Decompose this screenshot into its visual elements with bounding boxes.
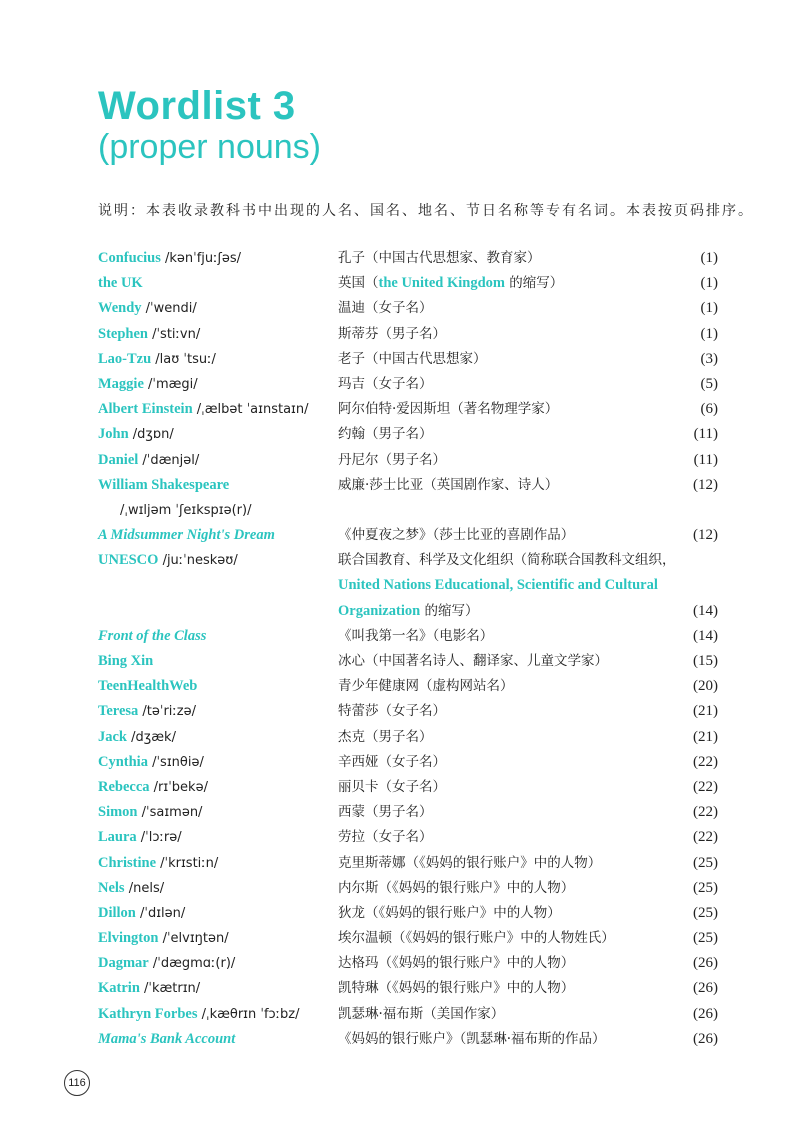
- entry-translation: 约翰（男子名）: [338, 426, 433, 443]
- entry-chinese: [338, 976, 574, 1001]
- entry-page-ref: (20): [693, 678, 718, 695]
- entry-page-ref: (1): [700, 275, 718, 292]
- entry-chinese: [338, 901, 561, 926]
- entry-chinese: [338, 347, 487, 372]
- entry-translation: 丹尼尔（男子名）: [338, 451, 446, 468]
- entry-english: [98, 649, 153, 674]
- entry-translation: 《仲夏夜之梦》（莎士比亚的喜剧作品）: [338, 527, 575, 544]
- entry-translation: 温迪（女子名）: [338, 300, 433, 317]
- wordlist-row: [98, 624, 718, 649]
- wordlist-row: [98, 523, 718, 548]
- entry-translation-english: United Nations Educational, Scientific and Cultural: [338, 577, 658, 594]
- wordlist-row: [98, 422, 718, 447]
- entry-page-ref: (11): [693, 426, 718, 443]
- entry-page-ref: (6): [700, 401, 718, 418]
- entry-english: [98, 1027, 235, 1052]
- wordlist-row: [98, 674, 718, 699]
- entry-chinese: [338, 397, 558, 422]
- entry-phonetic: /juːˈneskəʊ/: [158, 553, 238, 569]
- entry-chinese: [338, 448, 446, 473]
- entry-chinese: [338, 573, 658, 598]
- entry-translation: 内尔斯（《妈妈的银行账户》中的人物）: [338, 879, 575, 896]
- wordlist-row: [98, 699, 718, 724]
- entry-translation: 狄龙（《妈妈的银行账户》中的人物）: [338, 904, 561, 921]
- entry-english: [98, 347, 216, 372]
- entry-term: Daniel: [98, 451, 139, 468]
- entry-translation-english: the United Kingdom: [378, 275, 505, 292]
- entry-page-ref: (25): [693, 879, 718, 896]
- entry-phonetic: /ˌwɪljəm ˈʃeɪkspɪə(r)/: [120, 502, 252, 518]
- entry-chinese: [338, 322, 446, 347]
- entry-phonetic: /ˌkæθrɪn ˈfɔːbz/: [197, 1006, 300, 1022]
- entry-chinese: [338, 699, 446, 724]
- entry-chinese: [338, 800, 433, 825]
- entry-term: Laura: [98, 829, 137, 846]
- entry-translation: 凯瑟琳·福布斯（美国作家）: [338, 1005, 505, 1022]
- entry-chinese: [338, 296, 433, 321]
- entry-term: Dagmar: [98, 955, 149, 972]
- wordlist-row: [98, 901, 718, 926]
- entry-english: [98, 750, 204, 775]
- wordlist-row: [98, 322, 718, 347]
- wordlist-table: [98, 246, 718, 1052]
- wordlist-row: [98, 649, 718, 674]
- entry-page-ref: (26): [693, 955, 718, 972]
- entry-page-ref: (14): [693, 627, 718, 644]
- entry-page-ref: (22): [693, 778, 718, 795]
- entry-english: [98, 876, 164, 901]
- entry-english: [98, 926, 229, 951]
- entry-english: [98, 1002, 300, 1027]
- wordlist-row: [98, 725, 718, 750]
- entry-term: William Shakespeare: [98, 476, 230, 493]
- entry-term: UNESCO: [98, 552, 159, 569]
- entry-phonetic: /rɪˈbekə/: [149, 779, 208, 795]
- entry-translation: 西蒙（男子名）: [338, 804, 433, 821]
- wordlist-row: [98, 548, 718, 573]
- entry-phonetic: /kənˈfjuːʃəs/: [160, 251, 242, 266]
- entry-translation: 老子（中国古代思想家）: [338, 350, 487, 367]
- entry-english: [98, 800, 202, 825]
- entry-translation: 的缩写）: [420, 602, 479, 619]
- entry-term: Kathryn Forbes: [98, 1005, 198, 1022]
- entry-term: Rebecca: [98, 778, 150, 795]
- wordlist-row: [98, 1002, 718, 1027]
- entry-page-ref: (21): [693, 703, 718, 720]
- wordlist-row: [98, 750, 718, 775]
- entry-chinese: [338, 246, 541, 271]
- entry-chinese: [338, 750, 446, 775]
- entry-phonetic: /ˈkætrɪn/: [139, 981, 201, 997]
- entry-term: Mama's Bank Account: [98, 1030, 236, 1047]
- page-number: 116: [64, 1070, 90, 1096]
- entry-phonetic: /ˈlɔːrə/: [136, 830, 182, 846]
- entry-term: Elvington: [98, 930, 159, 947]
- entry-phonetic: /ˈmægi/: [143, 376, 198, 392]
- entry-page-ref: (21): [693, 728, 718, 745]
- entry-translation: 玛吉（女子名）: [338, 375, 433, 392]
- entry-translation: 杰克（男子名）: [338, 728, 433, 745]
- entry-page-ref: (26): [693, 1005, 718, 1022]
- page-subtitle: (proper nouns): [98, 128, 322, 166]
- entry-term: John: [98, 426, 129, 443]
- entry-phonetic: /ˈstiːvn/: [147, 326, 201, 342]
- entry-term: Front of the Class: [98, 627, 207, 644]
- entry-page-ref: (12): [693, 527, 718, 544]
- entry-page-ref: (5): [700, 375, 718, 392]
- entry-english: [98, 775, 208, 800]
- entry-translation: 威廉·莎士比亚（英国剧作家、诗人）: [338, 476, 559, 493]
- entry-english: [98, 523, 275, 548]
- entry-page-ref: (25): [693, 904, 718, 921]
- entry-chinese: [338, 649, 608, 674]
- entry-page-ref: (3): [700, 350, 718, 367]
- wordlist-row: [98, 347, 718, 372]
- intro-note: 说明：本表收录教科书中出现的人名、国名、地名、节日名称等专有名词。本表按页码排序。: [98, 203, 754, 219]
- entry-translation: 《叫我第一名》（电影名）: [338, 627, 494, 644]
- entry-phonetic: /dʒɒn/: [128, 427, 174, 443]
- entry-english: [98, 976, 200, 1001]
- entry-page-ref: (26): [693, 1030, 718, 1047]
- entry-english: [98, 397, 309, 422]
- entry-term: Christine: [98, 854, 156, 871]
- entry-page-ref: (25): [693, 930, 718, 947]
- entry-chinese: [338, 775, 446, 800]
- entry-page-ref: (1): [700, 300, 718, 317]
- entry-term: the UK: [98, 275, 143, 292]
- entry-page-ref: (25): [693, 854, 718, 871]
- entry-term: A Midsummer Night's Dream: [98, 527, 275, 544]
- entry-english: [98, 372, 198, 397]
- entry-english: [98, 825, 182, 850]
- entry-chinese: [338, 473, 558, 498]
- entry-phonetic: /ˈkrɪstiːn/: [156, 855, 219, 871]
- wordlist-row: [98, 498, 718, 523]
- entry-term: Maggie: [98, 375, 144, 392]
- entry-english: [98, 699, 196, 724]
- entry-chinese: [338, 1027, 606, 1052]
- wordlist-row: [98, 775, 718, 800]
- wordlist-row: [98, 372, 718, 397]
- entry-translation: 阿尔伯特·爱因斯坦（著名物理学家）: [338, 401, 559, 418]
- wordlist-row: [98, 800, 718, 825]
- entry-english: [120, 498, 251, 523]
- entry-translation: 斯蒂芬（男子名）: [338, 325, 446, 342]
- entry-phonetic: /ˈdægmɑː(r)/: [148, 956, 236, 972]
- entry-page-ref: (1): [700, 250, 718, 266]
- entry-phonetic: /dʒæk/: [127, 729, 176, 745]
- wordlist-row: [98, 926, 718, 951]
- entry-term: Nels: [98, 879, 125, 896]
- entry-phonetic: /təˈriːzə/: [138, 704, 197, 720]
- entry-chinese: [338, 926, 615, 951]
- entry-phonetic: /ˈwendi/: [141, 301, 197, 317]
- entry-phonetic: /laʊ ˈtsuː/: [151, 351, 216, 367]
- entry-term: Bing Xin: [98, 653, 154, 669]
- entry-page-ref: (22): [693, 753, 718, 770]
- entry-page-ref: (12): [693, 476, 718, 493]
- entry-english: [98, 851, 218, 876]
- wordlist-row: [98, 296, 718, 321]
- entry-phonetic: /nels/: [124, 880, 165, 896]
- wordlist-row: [98, 573, 718, 598]
- entry-phonetic: /ˈdɪlən/: [135, 905, 186, 921]
- entry-translation: 青少年健康网（虚构网站名）: [338, 678, 514, 695]
- entry-page-ref: (15): [693, 653, 718, 669]
- entry-phonetic: /ˈsɪnθiə/: [147, 754, 204, 770]
- wordlist-row: [98, 1027, 718, 1052]
- entry-english: [98, 901, 185, 926]
- entry-translation: 特蕾莎（女子名）: [338, 703, 446, 720]
- entry-translation: 克里斯蒂娜（《妈妈的银行账户》中的人物）: [338, 854, 602, 871]
- entry-term: Albert Einstein: [98, 401, 193, 418]
- entry-chinese: [338, 1002, 504, 1027]
- entry-english: [98, 473, 229, 498]
- entry-page-ref: (11): [693, 451, 718, 468]
- wordlist-row: [98, 851, 718, 876]
- entry-translation: 辛西娅（女子名）: [338, 753, 446, 770]
- entry-english: [98, 246, 241, 271]
- entry-translation: 联合国教育、科学及文化组织（简称联合国教科文组织，: [338, 552, 676, 569]
- entry-term: Stephen: [98, 325, 148, 342]
- wordlist-row: [98, 397, 718, 422]
- entry-term: Dillon: [98, 904, 136, 921]
- entry-phonetic: /ˈsaɪmən/: [137, 805, 203, 821]
- entry-english: [98, 548, 238, 573]
- wordlist-row: [98, 876, 718, 901]
- wordlist-row: [98, 825, 718, 850]
- entry-phonetic: /ˈdænjəl/: [138, 452, 200, 468]
- entry-term: Katrin: [98, 980, 140, 997]
- entry-page-ref: (26): [693, 980, 718, 997]
- entry-translation: 冰心（中国著名诗人、翻译家、儿童文学家）: [338, 653, 608, 669]
- entry-chinese: [338, 523, 574, 548]
- entry-term: Lao-Tzu: [98, 350, 152, 367]
- entry-chinese: [338, 422, 433, 447]
- wordlist-row: [98, 951, 718, 976]
- entry-translation: 孔子（中国古代思想家、教育家）: [338, 250, 541, 266]
- entry-chinese: [338, 624, 493, 649]
- entry-chinese: [338, 876, 574, 901]
- entry-translation: 达格玛（《妈妈的银行账户》中的人物）: [338, 955, 575, 972]
- entry-english: [98, 725, 176, 750]
- entry-translation: 凯特琳（《妈妈的银行账户》中的人物）: [338, 980, 575, 997]
- entry-translation: 的缩写）: [505, 275, 564, 292]
- entry-chinese: [338, 951, 574, 976]
- entry-english: [98, 448, 199, 473]
- entry-translation: 劳拉（女子名）: [338, 829, 433, 846]
- wordlist-row: [98, 599, 718, 624]
- entry-translation-english: Organization: [338, 602, 421, 619]
- entry-chinese: [338, 271, 563, 296]
- entry-translation: 英国（: [338, 275, 379, 292]
- entry-english: [98, 624, 206, 649]
- entry-term: Simon: [98, 804, 138, 821]
- entry-chinese: [338, 725, 433, 750]
- entry-english: [98, 674, 197, 699]
- entry-term: Confucius: [98, 250, 161, 266]
- entry-term: Jack: [98, 728, 127, 745]
- entry-chinese: [338, 548, 676, 573]
- entry-term: Teresa: [98, 703, 139, 720]
- wordlist-row: [98, 246, 718, 271]
- entry-english: [98, 322, 200, 347]
- entry-term: TeenHealthWeb: [98, 678, 198, 695]
- page-title: Wordlist 3: [98, 84, 296, 128]
- entry-translation: 埃尔温顿（《妈妈的银行账户》中的人物姓氏）: [338, 930, 615, 947]
- wordlist-row: [98, 448, 718, 473]
- wordlist-row: [98, 473, 718, 498]
- entry-chinese: [338, 674, 514, 699]
- wordlist-row: [98, 271, 718, 296]
- entry-english: [98, 422, 174, 447]
- entry-page-ref: (14): [693, 602, 718, 619]
- entry-phonetic: /ˌælbət ˈaɪnstaɪn/: [192, 402, 309, 418]
- entry-translation: 《妈妈的银行账户》（凯瑟琳·福布斯的作品）: [338, 1030, 606, 1047]
- wordlist-row: [98, 976, 718, 1001]
- entry-page-ref: (22): [693, 804, 718, 821]
- entry-translation: 丽贝卡（女子名）: [338, 778, 446, 795]
- entry-chinese: [338, 372, 433, 397]
- entry-chinese: [338, 851, 601, 876]
- entry-term: Wendy: [98, 300, 142, 317]
- entry-english: [98, 296, 197, 321]
- entry-english: [98, 951, 235, 976]
- entry-chinese: [338, 599, 478, 624]
- entry-page-ref: (1): [700, 325, 718, 342]
- entry-page-ref: (22): [693, 829, 718, 846]
- entry-term: Cynthia: [98, 753, 148, 770]
- entry-english: [98, 271, 143, 296]
- entry-chinese: [338, 825, 433, 850]
- entry-phonetic: /ˈelvɪŋtən/: [158, 931, 229, 947]
